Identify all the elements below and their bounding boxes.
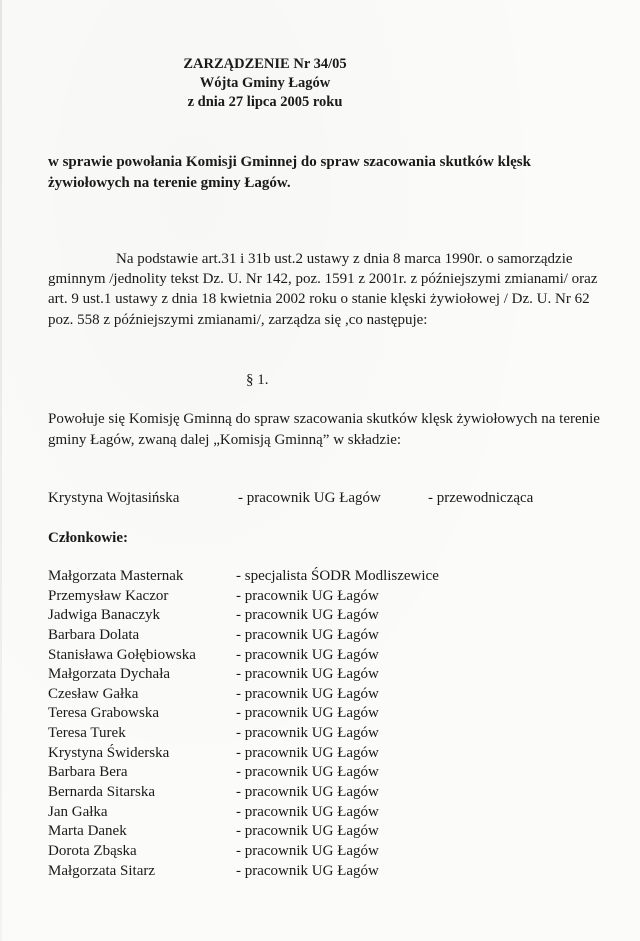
member-role: - pracownik UG Łagów: [236, 823, 379, 840]
chair-function: - przewodnicząca: [428, 490, 534, 506]
member-role: - pracownik UG Łagów: [236, 725, 379, 742]
member-row: [48, 784, 628, 804]
document-header: [0, 55, 530, 112]
chair-role: - pracownik UG Łagów: [238, 490, 381, 506]
member-role: - pracownik UG Łagów: [236, 626, 379, 643]
member-role: - pracownik UG Łagów: [236, 685, 379, 702]
document-date: z dnia 27 lipca 2005 roku: [187, 94, 343, 110]
member-role: - pracownik UG Łagów: [236, 705, 379, 722]
member-role: - pracownik UG Łagów: [236, 803, 379, 820]
member-role: - pracownik UG Łagów: [236, 862, 379, 879]
member-role: - pracownik UG Łagów: [236, 587, 379, 604]
member-name: Barbara Bera: [48, 764, 128, 781]
member-name: Barbara Dolata: [48, 626, 140, 643]
member-name: Stanisława Gołębiowska: [48, 646, 196, 663]
issuer: Wójta Gminy Łagów: [199, 75, 331, 91]
member-row: [48, 804, 628, 824]
member-role: - pracownik UG Łagów: [236, 607, 379, 624]
member-row: [48, 607, 628, 627]
chair-name: Krystyna Wojtasińska: [48, 490, 180, 506]
document-title: ZARZĄDZENIE Nr 34/05: [183, 56, 347, 72]
members-list: [48, 568, 628, 882]
member-row: [48, 764, 628, 784]
document-subject: w sprawie powołania Komisji Gminnej do spraw szacowania skutków klęsk żywiołowych na terenie gminy Łagów.: [48, 154, 531, 191]
member-name: Teresa Grabowska: [48, 705, 159, 722]
member-name: Bernarda Sitarska: [48, 784, 156, 801]
member-row: [48, 666, 628, 686]
member-name: Jadwiga Banaczyk: [48, 607, 161, 624]
member-row: [48, 843, 628, 863]
appointment-paragraph: Powołuje się Komisję Gminną do spraw szacowania skutków klęsk żywiołowych na terenie gminy Łagów, zwaną dalej „Komisją Gminną” w składzie:: [48, 411, 600, 448]
member-name: Jan Gałka: [48, 803, 108, 820]
member-role: - pracownik UG Łagów: [236, 784, 379, 801]
member-name: Małgorzata Sitarz: [48, 862, 156, 879]
member-row: [48, 725, 628, 745]
member-name: Krystyna Świderska: [48, 744, 170, 761]
members-heading: Członkowie:: [48, 530, 128, 546]
member-name: Przemysław Kaczor: [48, 587, 169, 604]
section-mark: § 1.: [246, 372, 269, 388]
member-role: - pracownik UG Łagów: [236, 666, 379, 683]
member-name: Teresa Turek: [48, 725, 126, 742]
legal-basis-text: Na podstawie art.31 i 31b ust.2 ustawy z dnia 8 marca 1990r. o samorządzie gminnym /jednolity tekst Dz. U. Nr 142, poz. 1591 z 2001r. z późniejszymi zmianami/ oraz art. 9 ust.1 ustawy z dnia 18 kwietnia 2002 roku o stanie klęski żywiołowej / Dz. U. Nr 62 poz. 558 z późniejszymi zmianami/, zarządza się ,co następuje:: [48, 251, 598, 328]
member-row: [48, 627, 628, 647]
legal-basis-paragraph: [48, 249, 608, 330]
member-row: [48, 863, 628, 883]
member-row: [48, 823, 628, 843]
member-name: Dorota Zbąska: [48, 842, 137, 859]
member-row: [48, 568, 628, 588]
member-role: - pracownik UG Łagów: [236, 744, 379, 761]
member-name: Małgorzata Dychała: [48, 666, 171, 683]
member-name: Czesław Gałka: [48, 685, 139, 702]
member-row: [48, 705, 628, 725]
member-row: [48, 588, 628, 608]
member-role: - specjalista ŚODR Modliszewice: [236, 568, 439, 584]
member-name: Małgorzata Masternak: [48, 568, 184, 584]
member-row: [48, 686, 628, 706]
member-name: Marta Danek: [48, 823, 127, 840]
member-role: - pracownik UG Łagów: [236, 842, 379, 859]
member-role: - pracownik UG Łagów: [236, 646, 379, 663]
member-row: [48, 647, 628, 667]
member-role: - pracownik UG Łagów: [236, 764, 379, 781]
scan-edge: [0, 0, 2, 941]
member-row: [48, 745, 628, 765]
